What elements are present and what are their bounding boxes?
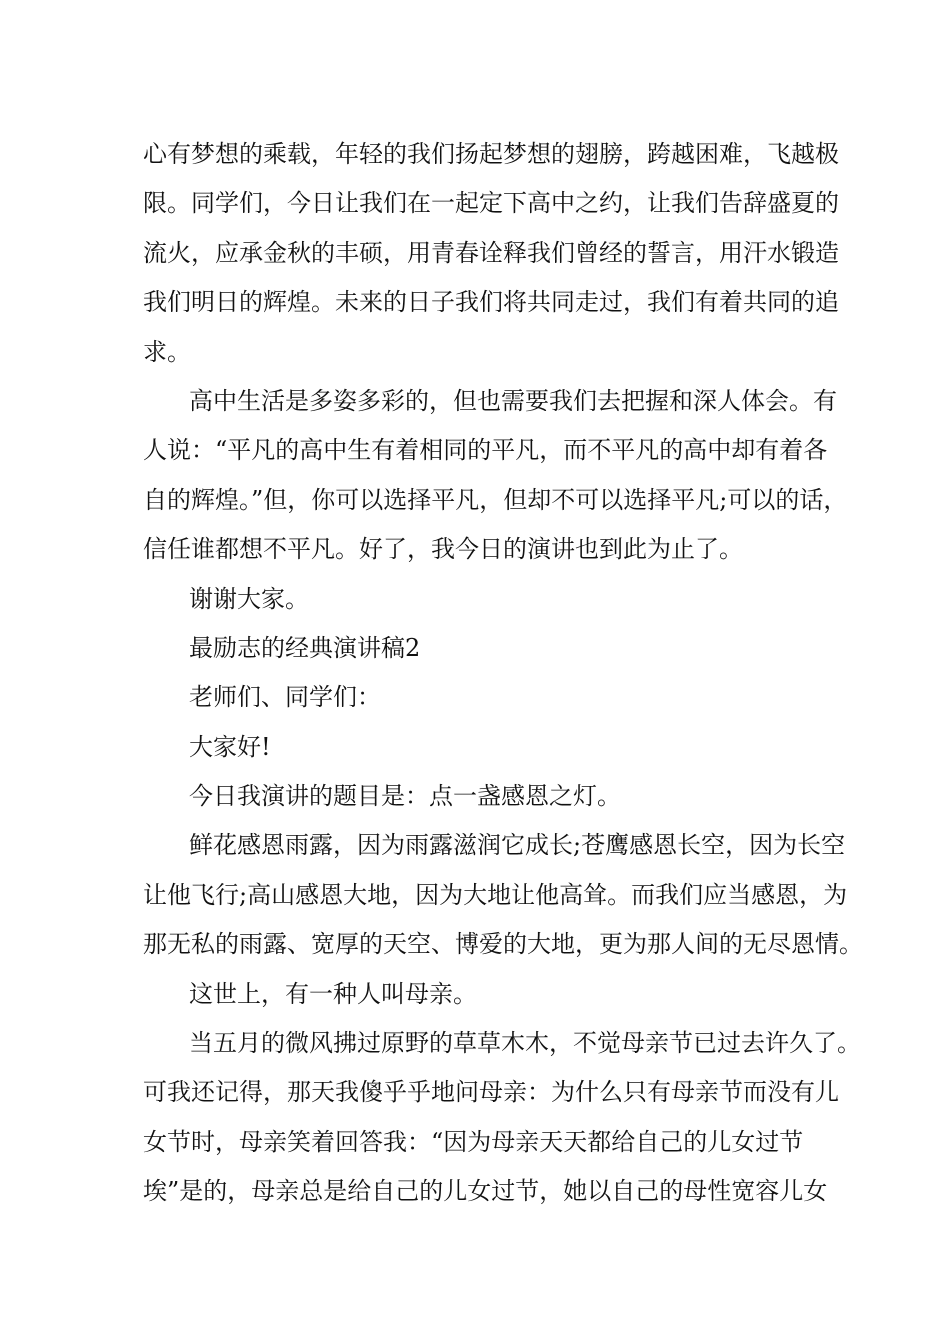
text-line: 谢谢大家。 [189,584,309,613]
text-line: 信任谁都想不平凡。好了，我今日的演讲也到此为止了。 [143,535,743,564]
text-line: 那无私的雨露、宽厚的天空、博爱的大地，更为那人间的无尽恩情。 [143,930,863,959]
text-line: 今日我演讲的题目是：点一盏感恩之灯。 [189,782,621,811]
text-line: 限。同学们，今日让我们在一起定下高中之约，让我们告辞盛夏的 [143,189,839,218]
text-line: 求。 [143,337,191,366]
greeting: 大家好! [189,732,271,761]
document-body [143,130,863,1217]
text-line: 高中生活是多姿多彩的，但也需要我们去把握和深人体会。有 [189,386,837,415]
text-line: 女节时，母亲笑着回答我：“因为母亲天天都给自己的儿女过节 [143,1127,804,1156]
text-line: 埃”是的，母亲总是给自己的儿女过节，她以自己的母性宽容儿女 [143,1177,828,1206]
text-line: 可我还记得，那天我傻乎乎地问母亲：为什么只有母亲节而没有儿 [143,1078,839,1107]
text-line: 这世上，有一种人叫母亲。 [189,979,477,1008]
text-line: 当五月的微风拂过原野的草草木木，不觉母亲节已过去许久了。 [189,1029,861,1058]
salutation: 老师们、同学们： [189,683,381,712]
text-line: 人说：“平凡的高中生有着相同的平凡，而不平凡的高中却有着各 [143,436,828,465]
section-heading: 最励志的经典演讲稿2 [189,633,421,662]
text-line: 自的辉煌。”但，你可以选择平凡，但却不可以选择平凡;可以的话， [143,485,848,514]
text-line: 让他飞行;高山感恩大地，因为大地让他高耸。而我们应当感恩，为 [143,880,848,909]
text-line: 心有梦想的乘载，年轻的我们扬起梦想的翅膀，跨越困难，飞越极 [143,140,839,168]
text-line: 我们明日的辉煌。未来的日子我们将共同走过，我们有着共同的追 [143,288,839,317]
text-line: 流火，应承金秋的丰硕，用青春诠释我们曾经的誓言，用汗水锻造 [143,238,839,267]
text-line: 鲜花感恩雨露，因为雨露滋润它成长;苍鹰感恩长空，因为长空 [189,831,846,860]
